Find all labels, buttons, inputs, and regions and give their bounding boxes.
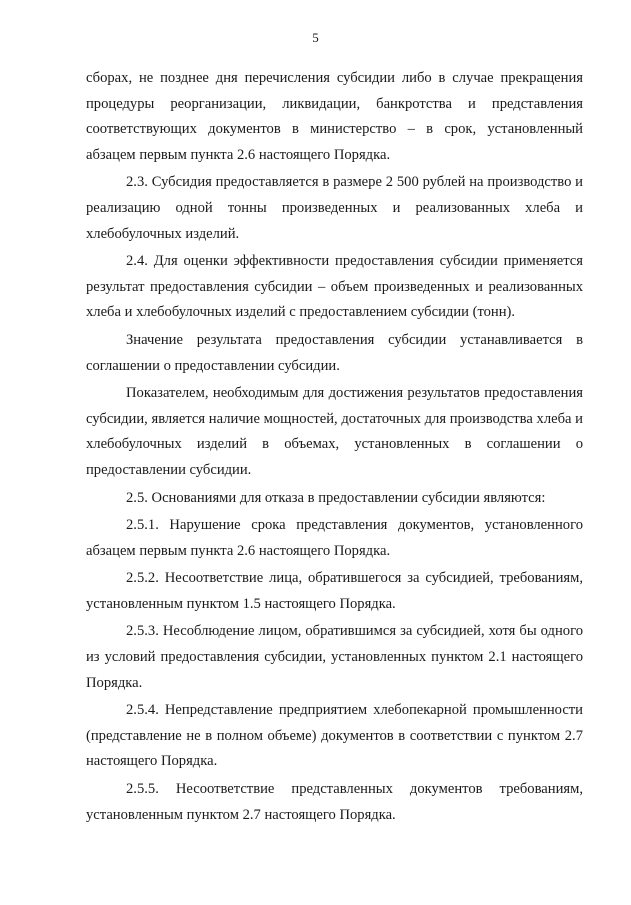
page-number: 5 — [312, 30, 319, 45]
paragraph-2-5-2: 2.5.2. Несоответствие лица, обратившегося за субсидией, требованиям, установленным пунктом 1.5 настоящего Порядка. — [86, 570, 583, 612]
paragraph-2-5-4: 2.5.4. Непредставление предприятием хлебопекарной промышленности (представление не в полном объеме) документов в соответствии с пунктом 2.7 настоящего Порядка. — [86, 702, 583, 770]
paragraph-2-5: 2.5. Основаниями для отказа в предоставлении субсидии являются: — [126, 489, 546, 506]
paragraph-2-5-5: 2.5.5. Несоответствие представленных документов требованиям, установленным пунктом 2.7 настоящего Порядка. — [86, 781, 583, 823]
document-body — [86, 66, 583, 828]
paragraph-continuation: сборах, не позднее дня перечисления субсидии либо в случае прекращения процедуры реорганизации, ликвидации, банкротства и представления соответствующих документов в министерство – в срок, установленный абзацем первым пункта 2.6 настоящего Порядка. — [86, 70, 583, 163]
paragraph-2-3: 2.3. Субсидия предоставляется в размере 2 500 рублей на производство и реализацию одной тонны произведенных и реализованных хлеба и хлебобулочных изделий. — [86, 174, 583, 242]
paragraph-result-value: Значение результата предоставления субсидии устанавливается в соглашении о предоставлении субсидии. — [86, 331, 583, 374]
paragraph-2-5-3: 2.5.3. Несоблюдение лицом, обратившимся за субсидией, хотя бы одного из условий предоставления субсидии, установленных пунктом 2.1 настоящего Порядка. — [86, 623, 583, 691]
paragraph-indicator: Показателем, необходимым для достижения результатов предоставления субсидии, является наличие мощностей, достаточных для производства хлеба и хлебобулочных изделий в объемах, установленных в соглашении о предоставлении субсидии. — [86, 385, 583, 478]
paragraph-2-4: 2.4. Для оценки эффективности предоставления субсидии применяется результат предоставления субсидии – объем произведенных и реализованных хлеба и хлебобулочных изделий с предоставлением субсидии (тонн). — [86, 253, 583, 321]
paragraph-2-5-1: 2.5.1. Нарушение срока представления документов, установленного абзацем первым пункта 2.6 настоящего Порядка. — [86, 517, 583, 559]
